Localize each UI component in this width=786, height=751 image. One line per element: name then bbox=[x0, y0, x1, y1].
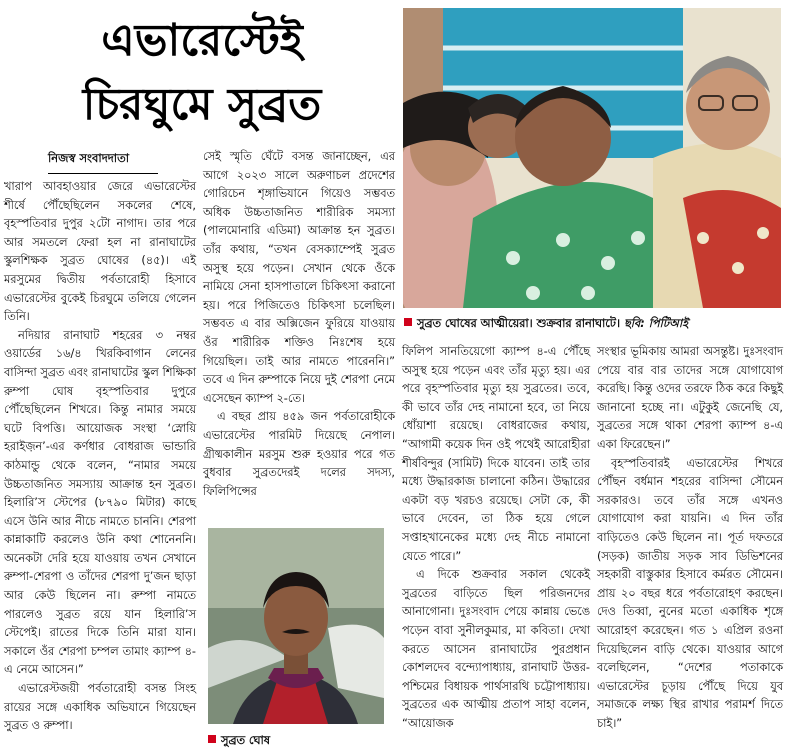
paragraph: এ বছর প্রায় ৪৫৯ জন পর্বতারোহীকে এভারেস্টের পারমিট দিয়েছে নেপাল। গ্রীষ্মকালীন মরসুম শুরু হওয়ার পরে গত বুধবার সুব্রতদেরই দলের সদস্য, ফিলিপিন্সের bbox=[203, 410, 395, 498]
paragraph: সংস্থার ভূমিকায় আমরা অসন্তুষ্ট। দুঃসংবাদ পেয়ে বার বার তাদের সঙ্গে যোগাযোগ করেছি। কিন্তু ওদের তরফে ঠিক করে কিছুই জানানো হচ্ছে না। এটুকুই জেনেছি যে, সুব্রতের সঙ্গে থাকা শেরপা ক্যাম্প ৪-এ একা ফিরেছেন।” bbox=[597, 345, 783, 451]
paragraph: খারাপ আবহাওয়ার জেরে এভারেস্টের শীর্ষে পৌঁছেছিলেন সকলের শেষে, বৃহস্পতিবার দুপুর ২টো নাগাদ। তার পরে আর সমতলে ফেরা হল না রানাঘাটের স্কুলশিক্ষক সুব্রত ঘোষের (৪৫)। এই মরসুমের দ্বিতীয় পর্বতারোহী হিসাবে এভারেস্টের বুকেই চিরঘুমে তলিয়ে গেলেন তিনি। bbox=[4, 180, 196, 324]
caption-marker-icon bbox=[208, 735, 216, 743]
article-column-3 bbox=[402, 343, 590, 733]
portrait-graphic bbox=[208, 528, 384, 724]
caption-text: সুব্রত ঘোষের আত্মীয়েরা। শুক্রবার রানাঘাটে। bbox=[417, 317, 620, 330]
paragraph: এ দিকে শুক্রবার সকাল থেকেই সুব্রতের বাড়িতে ছিল পরিজনদের আনাগোনা। দুঃসংবাদ পেয়ে কান্নায় ভেঙে পড়েন বাবা সুনীলকুমার, মা কবিতা। দেখা করতে আসেন রানাঘাটের পুরপ্রধান কোশলদেব বন্দ্যোপাধ্যায়, রানাঘাট উত্তর-পশ্চিমের বিধায়ক পার্থসারথি চট্টোপাধ্যায়। সুব্রতের এক আত্মীয় প্রতাপ সাহা বলেন, “আয়োজক bbox=[402, 568, 590, 730]
relatives-photo bbox=[403, 8, 781, 308]
byline: নিজস্ব সংবাদদাতা bbox=[48, 150, 158, 174]
caption-text: সুব্রত ঘোষ bbox=[221, 734, 270, 747]
relatives-photo-caption bbox=[404, 316, 784, 332]
article-column-2 bbox=[203, 148, 395, 501]
headline-line-2: চিরঘুমে সুব্রত bbox=[82, 79, 322, 130]
paragraph: এভারেস্টজয়ী পর্বতারোহী বসন্ত সিংহ রায়ের সঙ্গে একাধিক অভিযানে গিয়েছেন সুব্রত ও রুম্পা। bbox=[4, 682, 196, 733]
article-column-4 bbox=[597, 343, 783, 733]
paragraph: সেই স্মৃতি ঘেঁটে বসন্ত জানাচ্ছেন, এর আগে ২০২৩ সালে অরুণাচল প্রদেশের গোরিচেন শৃঙ্গাভিযানে গিয়েও সম্ভবত অধিক উচ্চতাজনিত শারীরিক সমস্যা (পালমোনারি এডিমা) আক্রান্ত হন সুব্রত। তাঁর কথায়, “তখন বেসক্যাম্পেই সুব্রত অসুস্থ হয়ে পড়েন। সেখান থেকে ওঁকে নামিয়ে সেনা হাসপাতালে চিকিৎসা করানো হয়। পরে পিজিতেও চিকিৎসা চলেছিল। সম্ভবত এ বার অক্সিজেন ফুরিয়ে যাওয়ায় ওঁর শারীরিক শক্তিও নিঃশেষ হয়ে গিয়েছিল। তাই আর নামতে পারেননি।” তবে এ দিন রুম্পাকে নিয়ে দুই শেরপা নেমে এসেছেন ক্যাম্প ২-তে। bbox=[203, 150, 395, 405]
caption-marker-icon bbox=[404, 318, 412, 326]
article-column-1 bbox=[4, 178, 196, 736]
subrata-ghosh-portrait bbox=[208, 528, 384, 724]
headline-line-1: এভারেস্টেই bbox=[101, 15, 303, 66]
headline bbox=[22, 10, 382, 138]
photo-credit: ছবি: পিটিআই bbox=[623, 317, 689, 330]
paragraph: বৃহস্পতিবারই এভারেস্টের শিখরে পৌঁছন বর্ধমান শহরের বাসিন্দা সৌমেন সরকারও। তবে তাঁর সঙ্গে এখনও যোগাযোগ করা যায়নি। এ দিন তাঁর বাড়িতেও কেউ ছিলেন না। পূর্ত দফতরে (সড়ক) জাতীয় সড়ক সাব ডিভিশনের সহকারী বাস্তুকার হিসাবে কর্মরত সৌমেন। প্রায় ২০ বছর ধরে পর্বতারোহণ করছেন। দেও তিব্বা, নুনের মতো একাধিক শৃঙ্গে আরোহণ করেছেন। গত ১ এপ্রিল রওনা দিয়েছিলেন বাড়ি থেকে। যাওয়ার আগে বলেছিলেন, “দেশের পতাকাকে এভারেস্টের চূড়ায় পৌঁছে দিয়ে যুব সমাজকে লক্ষ্য স্থির রাখার পরামর্শ দিতে চাই।” bbox=[597, 456, 783, 730]
paragraph: ফিলিপ সানতিয়েগো ক্যাম্প ৪-এ পৌঁছে অসুস্থ হয়ে পড়েন এবং তাঁর মৃত্যু হয়। এর পরে বৃহস্পতিবার মৃত্যু হয় সুব্রতের। তবে, কী ভাবে তাঁর দেহ নামানো হবে, তা নিয়ে ধোঁয়াশা রয়েছে। বোধরাজের কথায়, “আগামী কয়েক দিন ওই পথেই আরোহীরা শীর্ষবিন্দুর (সামিট) দিকে যাবেন। তাই তার মধ্যে উদ্ধারকাজ চালানো কঠিন। উদ্ধারের একটা বড় খরচও রয়েছে। সেটা কে, কী ভাবে দেবেন, তা ঠিক হয়ে গেলে সপ্তাহখানেকের মধ্যে দেহ নীচে নামানো যেতে পারে।” bbox=[402, 345, 590, 563]
paragraph: নদিয়ার রানাঘাট শহরের ৩ নম্বর ওয়ার্ডের ১৬/৪ খিরকিবাগান লেনের বাসিন্দা সুব্রত এবং রানাঘাটের স্কুল শিক্ষিকা রুম্পা ঘোষ বৃহস্পতিবার দুপুরে পৌঁছেছিলেন শিখরে। কিন্তু নামার সময়ে ঘটে বিপত্তি। আয়োজক সংস্থা ‘স্নোয়ি হরাইজ়ন’-এর কর্ণধার বোধরাজ ভান্ডারি কাঠমান্ডু থেকে বলেন, “নামার সময়ে উচ্চতাজনিত সমস্যায় আক্রান্ত হন সুব্রত। হিলারি’স স্টেপের (৮৭৯০ মিটার) কাছে এসে উনি আর নীচে নামতে চাননি। শেরপা কান্নাকাটি করলেও উনি কথা শোনেননি। অনেকটা দেরি হয়ে যাওয়ায় তখন সেখানে রুম্পা-শেরপা ও তাঁদের শেরপা দু’জন ছাড়া আর কেউ ছিলেন না। রুম্পা নামতে পারলেও সুব্রত রয়ে যান হিলারি’স স্টেপেই। রাতের দিকে তিনি মারা যান। সকালে ওঁর শেরপা চম্পল তামাং ক্যাম্প ৪-এ নেমে আসেন।” bbox=[4, 328, 196, 677]
portrait-caption bbox=[208, 733, 384, 749]
relatives-photo-graphic bbox=[403, 8, 781, 308]
